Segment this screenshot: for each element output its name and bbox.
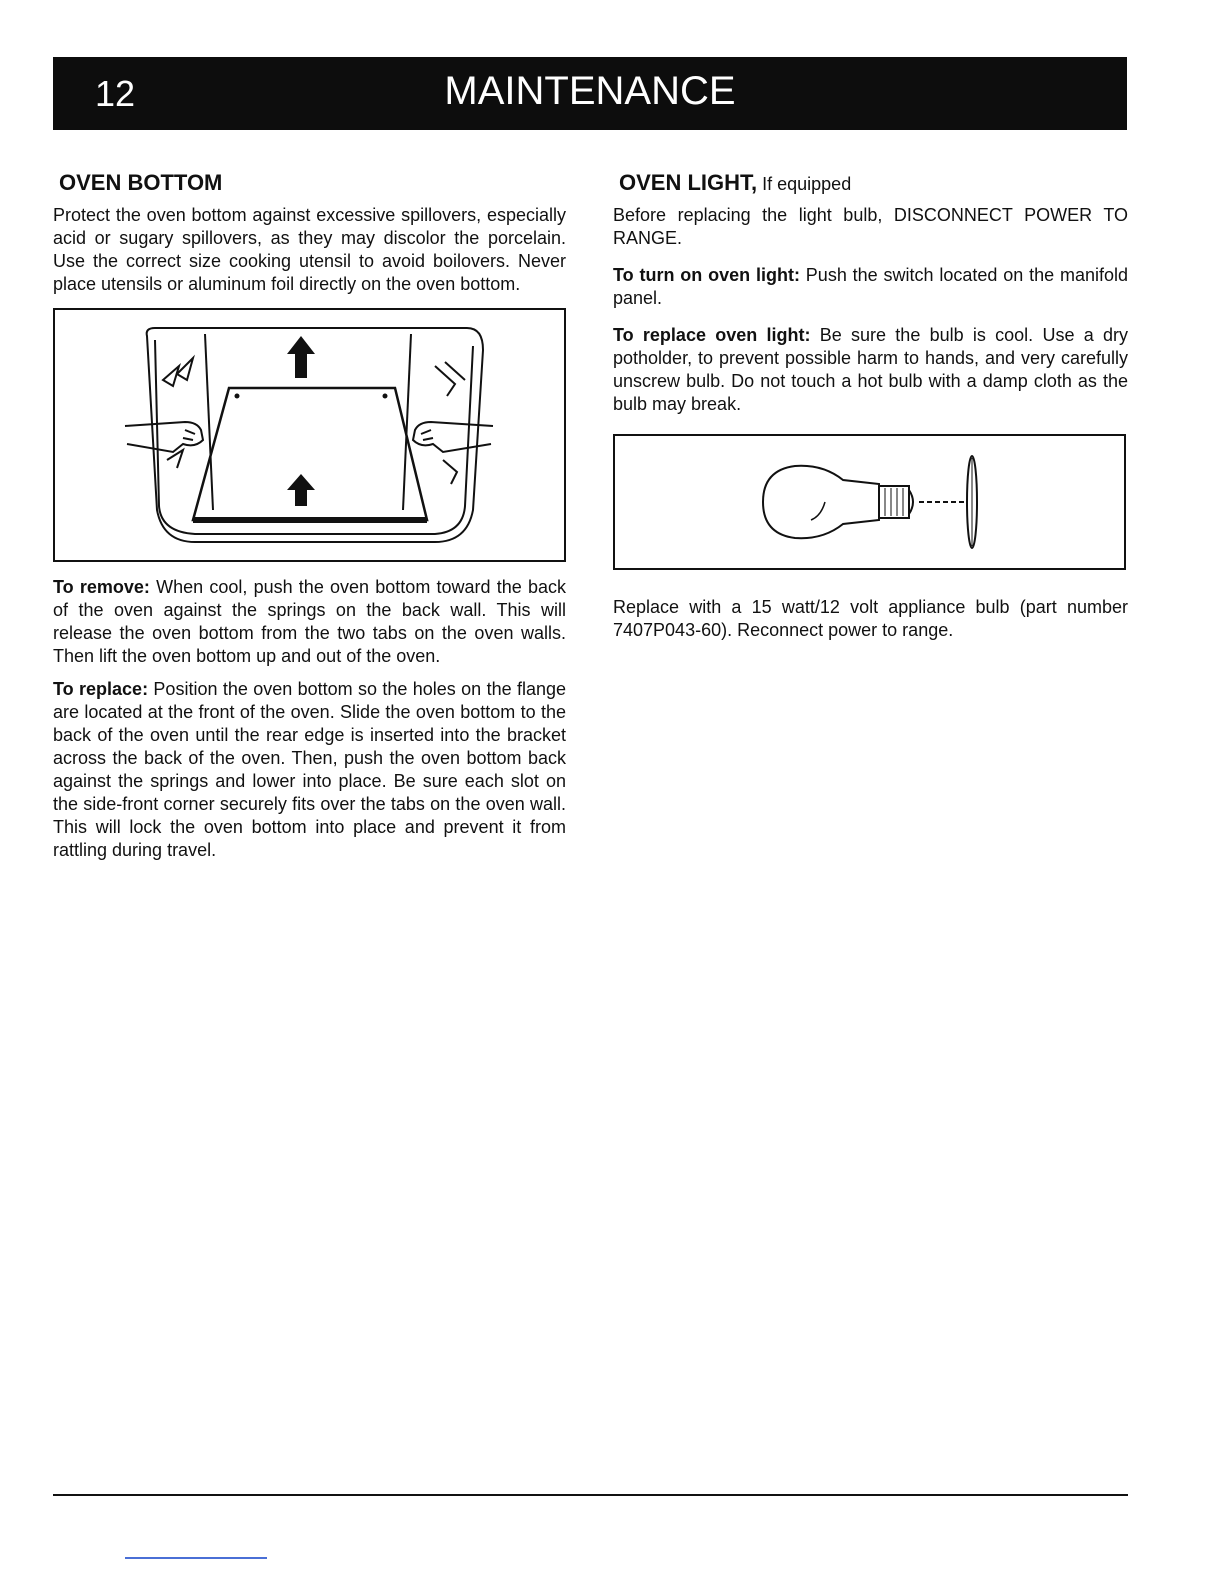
replace-label: To replace: [53,679,149,699]
replace-text: Position the oven bottom so the holes on the flange are located at the front of the oven. Slide the oven bottom to the back of the oven until the rear edge is inserted into the bracket across the back of the oven. Then, push the oven bottom back against the springs and lower into place. Be sure each slot on the side-front corner securely fits over the tabs on the oven wall. This will lock the oven bottom into place and prevent it from rattling during travel. [53,679,566,860]
light-bulb-illustration [615,436,1124,568]
replace-light-text: Be sure the bulb is cool. Use a dry potholder, to prevent possible harm to hands, and very carefully unscrew bulb. Do not touch a hot bulb with a damp cloth as the bulb may break. [613,325,1128,414]
oven-light-replace [613,324,1128,416]
oven-bottom-intro: Protect the oven bottom against excessive spillovers, especially acid or sugary spillovers, as they may discolor the porcelain. Use the correct size cooking utensil to avoid boilovers. Never place utensils or aluminum foil directly on the oven bottom. [53,205,566,294]
footer-rule [53,1494,1128,1496]
oven-bottom-replace [53,678,566,862]
replace-light-label: To replace oven light: [613,325,811,345]
oven-bottom-remove [53,576,566,668]
oven-light-qualifier: If equipped [757,174,852,194]
turn-on-label: To turn on oven light: [613,265,800,285]
turn-on-text: Push the switch located on the manifold panel. [613,265,1128,308]
page-number: 12 [95,73,136,114]
remove-text: When cool, push the oven bottom toward the back of the oven against the springs on the back wall. This will release the oven bottom from the two tabs on the oven walls. Then lift the oven bottom up and out of the oven. [53,577,566,666]
remove-label: To remove: [53,577,150,597]
oven-light-turn-on [613,264,1128,310]
footer-mark [125,1557,267,1559]
oven-bottom-column [53,170,566,872]
oven-bottom-heading: OVEN BOTTOM [59,170,223,195]
oven-light-intro: Before replacing the light bulb, DISCONNECT POWER TO RANGE. [613,205,1128,248]
oven-light-heading-text: OVEN LIGHT, [619,170,758,195]
section-title: MAINTENANCE [444,69,736,113]
bulb-note: Replace with a 15 watt/12 volt appliance bulb (part number 7407P043-60). Reconnect power to range. [613,597,1128,640]
header-bar [53,57,1127,130]
oven-bottom-figure [53,308,566,562]
bulb-figure [613,434,1126,570]
oven-light-column [613,170,1128,652]
oven-light-heading [619,170,1128,196]
oven-bottom-illustration [55,310,564,560]
